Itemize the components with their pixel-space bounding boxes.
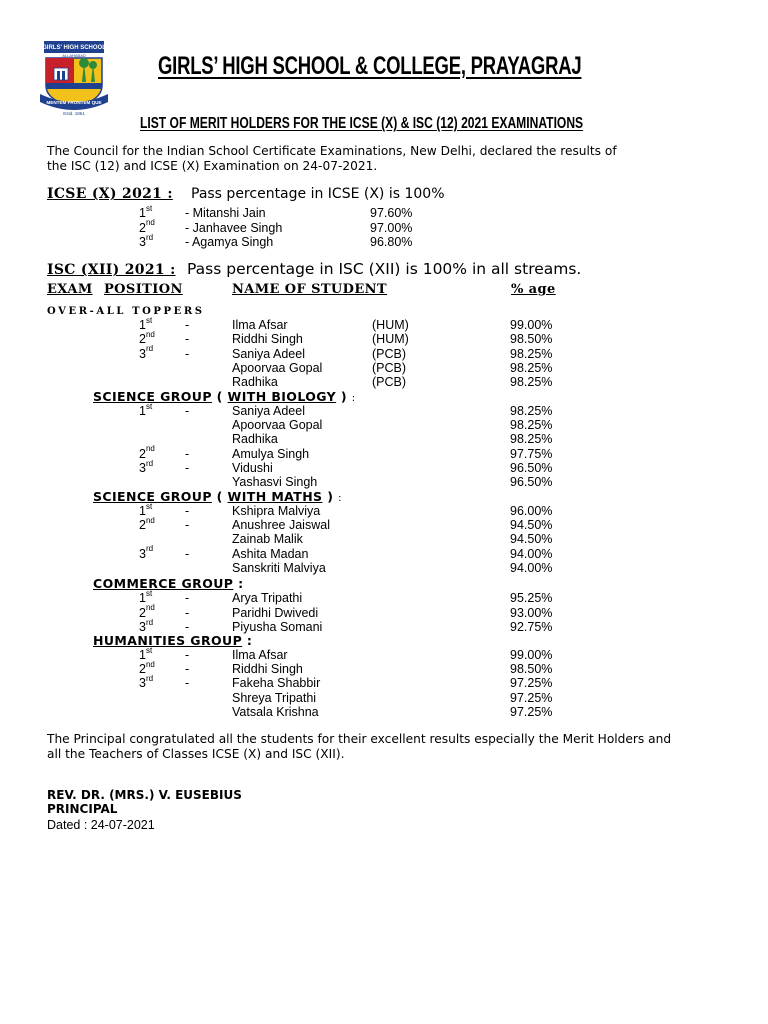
maths-percentage: 94.00% — [510, 560, 553, 575]
humanities-percentage: 98.50% — [510, 662, 553, 677]
position-suffix: nd — [145, 218, 155, 228]
isc-pass-percentage: Pass percentage in ISC (XII) is 100% in all streams. — [187, 260, 582, 278]
principal-title: PRINCIPAL — [47, 802, 118, 816]
position-suffix: rd — [145, 458, 154, 468]
position-number: 1 — [139, 404, 146, 418]
position-number: 1 — [139, 504, 146, 518]
closing-line-2: all the Teachers of Classes ICSE (X) and ISC (XII). — [47, 747, 345, 761]
biology-percentage: 97.75% — [510, 446, 553, 461]
biology-student-name: Radhika — [232, 432, 278, 447]
position-number: 1 — [139, 206, 146, 220]
position-dash: - — [185, 318, 190, 332]
biology-student-name: Amulya Singh — [232, 446, 310, 461]
maths-percentage: 96.00% — [510, 504, 553, 518]
school-crest-logo — [38, 38, 110, 118]
maths-percentage: 94.50% — [510, 532, 553, 547]
maths-student-name: Sanskriti Malviya — [232, 560, 326, 575]
column-header-name: NAME OF STUDENT — [232, 282, 388, 297]
overall-stream: (HUM) — [372, 318, 409, 332]
position-dash: - — [185, 605, 190, 620]
column-header-position: POSITION — [104, 282, 183, 297]
overall-student-name: Radhika — [232, 375, 278, 390]
maths-percentage: 94.00% — [510, 546, 553, 561]
position-suffix: nd — [145, 516, 155, 526]
maths-student-name: Zainab Malik — [232, 532, 303, 547]
overall-percentage: 98.25% — [510, 346, 553, 361]
position-suffix: st — [145, 401, 153, 411]
maths-position — [139, 518, 155, 532]
overall-percentage: 98.25% — [510, 360, 553, 375]
overall-position — [139, 344, 154, 361]
humanities-student-name: Fakeha Shabbir — [232, 676, 321, 691]
icse-student-name: - Agamya Singh — [185, 235, 274, 249]
overall-percentage: 99.00% — [510, 318, 553, 332]
biology-percentage: 98.25% — [510, 404, 553, 418]
school-name-title: GIRLS’ HIGH SCHOOL & COLLEGE, PRAYAGRAJ — [158, 52, 582, 80]
maths-student-name: Ashita Madan — [232, 546, 309, 561]
biology-student-name: Apoorvaa Gopal — [232, 418, 323, 433]
humanities-student-name: Vatsala Krishna — [232, 704, 319, 719]
position-number: 1 — [139, 591, 146, 605]
icse-percentage: 97.60% — [370, 206, 413, 220]
position-suffix: nd — [145, 603, 155, 613]
position-suffix: st — [145, 645, 153, 655]
position-dash: - — [185, 404, 190, 418]
icse-student-name: - Janhavee Singh — [185, 220, 283, 235]
column-header-percentage: % age — [511, 282, 556, 297]
position-number: 2 — [139, 446, 146, 461]
position-suffix: st — [145, 203, 153, 213]
position-number: 3 — [139, 235, 146, 249]
position-suffix: rd — [145, 344, 154, 354]
with-maths-label: WITH MATHS — [227, 489, 323, 504]
icse-position — [139, 232, 154, 249]
maths-student-name: Anushree Jaiswal — [232, 518, 330, 533]
commerce-heading: COMMERCE GROUP : — [93, 576, 244, 591]
humanities-group-label: HUMANITIES GROUP — [93, 633, 243, 648]
principal-name: REV. DR. (MRS.) V. EUSEBIUS — [47, 788, 242, 802]
humanities-student-name: Riddhi Singh — [232, 662, 303, 677]
icse-pass-percentage: Pass percentage in ICSE (X) is 100% — [191, 186, 445, 202]
maths-position — [139, 544, 154, 561]
humanities-position — [139, 676, 153, 690]
position-suffix: st — [145, 315, 153, 325]
science-group-label: SCIENCE GROUP — [93, 489, 212, 504]
humanities-percentage: 97.25% — [510, 676, 553, 691]
dated-line: Dated : 24-07-2021 — [47, 818, 155, 832]
svg-text:GIRLS' HIGH SCHOOL: GIRLS' HIGH SCHOOL — [42, 45, 106, 51]
position-number: 2 — [139, 605, 146, 620]
position-dash: - — [185, 460, 190, 475]
position-suffix: st — [145, 588, 153, 598]
maths-percentage: 94.50% — [510, 518, 553, 533]
position-suffix: nd — [145, 330, 155, 340]
commerce-student-name: Paridhi Dwivedi — [232, 605, 319, 620]
overall-stream: (HUM) — [372, 332, 409, 347]
biology-position — [139, 458, 154, 475]
position-number: 1 — [139, 318, 146, 332]
biology-student-name: Yashasvi Singh — [232, 475, 318, 489]
overall-stream: (PCB) — [372, 360, 407, 375]
science-maths-heading: SCIENCE GROUP ( WITH MATHS ) : — [93, 489, 342, 504]
commerce-student-name: Arya Tripathi — [232, 591, 303, 605]
position-number: 2 — [139, 220, 146, 235]
position-number: 3 — [139, 546, 146, 561]
overall-percentage: 98.25% — [510, 375, 553, 390]
overall-toppers-heading: OVER-ALL TOPPERS — [47, 306, 205, 317]
closing-line-1: The Principal congratulated all the students for their excellent results especially the Merit Holders and — [47, 732, 672, 746]
position-number: 3 — [139, 676, 146, 691]
position-number: 3 — [139, 346, 146, 361]
isc-heading: ISC (XII) 2021 : — [47, 262, 176, 278]
column-header-exam: EXAM — [47, 282, 93, 297]
icse-heading: ICSE (X) 2021 : — [47, 186, 173, 202]
commerce-percentage: 92.75% — [510, 620, 553, 634]
intro-line-1: The Council for the Indian School Certificate Examinations, New Delhi, declared the results of — [47, 144, 617, 158]
svg-text:Estd. 1861: Estd. 1861 — [63, 111, 85, 116]
humanities-percentage: 97.25% — [510, 690, 553, 705]
position-suffix: rd — [145, 674, 154, 684]
position-suffix: rd — [145, 544, 154, 554]
overall-stream: (PCB) — [372, 375, 407, 390]
position-number: 2 — [139, 332, 146, 347]
icse-percentage: 96.80% — [370, 235, 413, 249]
position-number: 3 — [139, 460, 146, 475]
biology-student-name: Vidushi — [232, 460, 273, 475]
position-number: 2 — [139, 518, 146, 533]
humanities-student-name: Shreya Tripathi — [232, 690, 317, 705]
position-dash: - — [185, 591, 190, 605]
svg-text:MENTEM FRONTEM QUE: MENTEM FRONTEM QUE — [46, 100, 102, 105]
overall-student-name: Saniya Adeel — [232, 346, 305, 361]
position-dash: - — [185, 332, 190, 347]
position-dash: - — [185, 504, 190, 518]
humanities-student-name: Ilma Afsar — [232, 648, 288, 662]
overall-percentage: 98.50% — [510, 332, 553, 347]
position-dash: - — [185, 648, 190, 662]
humanities-percentage: 97.25% — [510, 704, 553, 719]
science-biology-heading: SCIENCE GROUP ( WITH BIOLOGY ) : — [93, 389, 356, 404]
commerce-position — [139, 617, 154, 634]
icse-student-name: - Mitanshi Jain — [185, 206, 266, 220]
commerce-percentage: 93.00% — [510, 605, 553, 620]
intro-line-2: the ISC (12) and ICSE (X) Examination on 24-07-2021. — [47, 159, 378, 173]
biology-percentage: 96.50% — [510, 475, 553, 489]
position-suffix: rd — [145, 617, 154, 627]
position-dash: - — [185, 346, 190, 361]
with-biology-label: WITH BIOLOGY — [227, 389, 337, 404]
overall-student-name: Ilma Afsar — [232, 318, 288, 332]
overall-stream: (PCB) — [372, 346, 407, 361]
position-dash: - — [185, 546, 190, 561]
biology-position — [139, 401, 153, 418]
maths-student-name: Kshipra Malviya — [232, 504, 321, 518]
humanities-percentage: 99.00% — [510, 648, 553, 662]
biology-student-name: Saniya Adeel — [232, 404, 305, 418]
position-suffix: rd — [145, 232, 154, 242]
icse-percentage: 97.00% — [370, 220, 413, 235]
overall-student-name: Apoorvaa Gopal — [232, 360, 323, 375]
humanities-heading: HUMANITIES GROUP : — [93, 633, 253, 648]
position-dash: - — [185, 676, 190, 691]
science-group-label: SCIENCE GROUP — [93, 389, 212, 404]
position-dash: - — [185, 662, 190, 677]
position-dash: - — [185, 446, 190, 461]
commerce-student-name: Piyusha Somani — [232, 620, 323, 634]
biology-percentage: 98.25% — [510, 418, 553, 433]
overall-student-name: Riddhi Singh — [232, 332, 303, 347]
merit-list-title: LIST OF MERIT HOLDERS FOR THE ICSE (X) & ISC (12) 2021 EXAMINATIONS — [140, 115, 584, 132]
position-number: 1 — [139, 648, 146, 662]
position-number: 2 — [139, 662, 146, 677]
position-number: 3 — [139, 620, 146, 634]
biology-percentage: 98.25% — [510, 432, 553, 447]
position-dash: - — [185, 518, 190, 533]
position-suffix: nd — [145, 660, 155, 670]
svg-text:ALLAHABAD: ALLAHABAD — [62, 53, 86, 58]
commerce-percentage: 95.25% — [510, 591, 553, 605]
position-dash: - — [185, 620, 190, 634]
biology-percentage: 96.50% — [510, 460, 553, 475]
position-suffix: st — [145, 501, 153, 511]
position-suffix: nd — [145, 444, 155, 454]
commerce-group-label: COMMERCE GROUP — [93, 576, 234, 591]
